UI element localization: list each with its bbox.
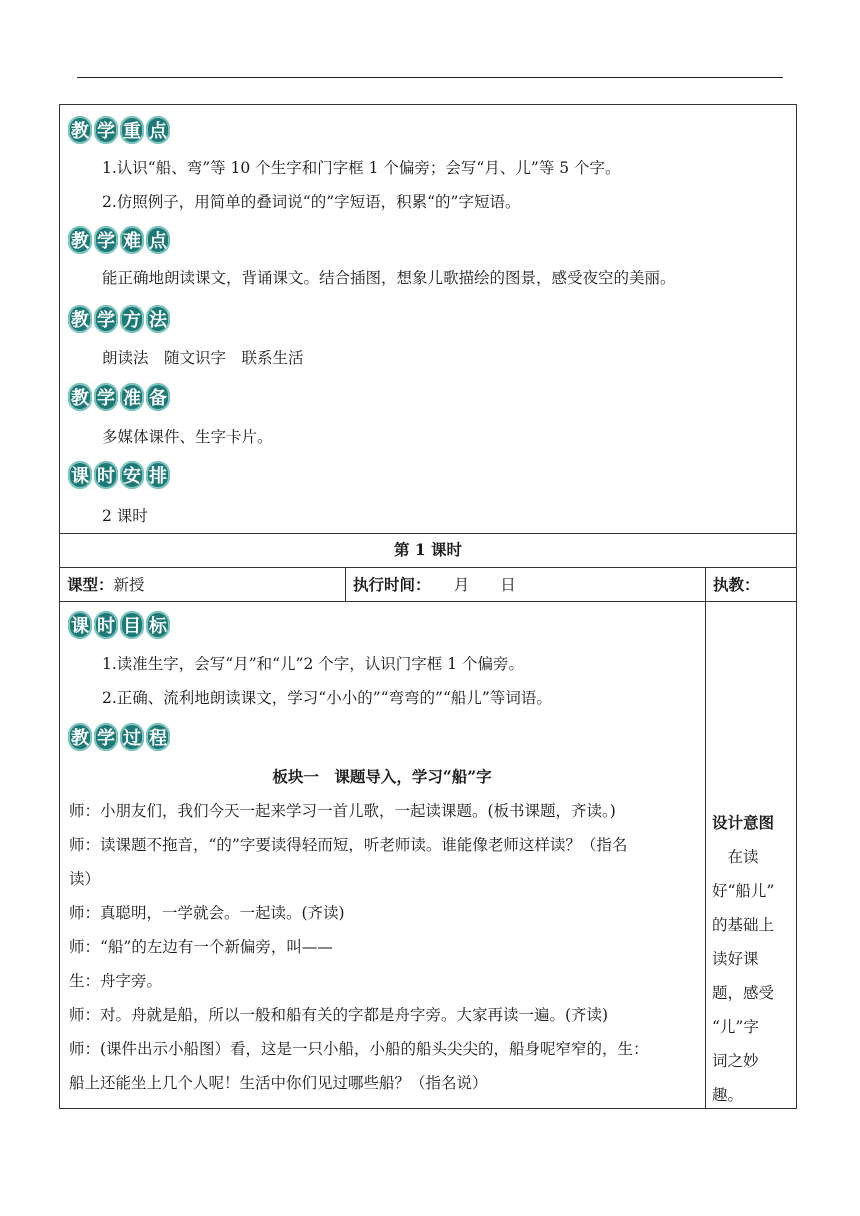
process-line: 船上还能坐上几个人呢！生活中你们见过哪些船？（指名说） — [69, 1074, 488, 1092]
table-border — [59, 104, 797, 1109]
row-divider — [59, 601, 797, 602]
header-rule — [77, 77, 783, 78]
block-title: 板块一 课题导入，学习“船”字 — [272, 767, 492, 786]
process-line: 师：“船”的左边有一个新偏旁，叫—— — [69, 938, 333, 956]
difficulty-line-1: 能正确地朗读课文，背诵课文。结合插图，想象儿歌描绘的图景，感受夜空的美丽。 — [102, 269, 676, 287]
teaching-focus-badge: 教 学 重 点 — [68, 116, 170, 144]
lesson-goals-badge: 课 时 目 标 — [68, 611, 170, 639]
design-intent-column — [712, 806, 792, 1112]
goals-line-2: 2.正确、流利地朗读课文，学习“小小的”“弯弯的”“船儿”等词语。 — [102, 689, 552, 707]
focus-line-1: 1.认识“船、弯”等 10 个生字和门字框 1 个偏旁；会写“月、儿”等 5 个字。 — [102, 159, 621, 177]
process-line: 师：小朋友们，我们今天一起来学习一首儿歌，一起读课题。(板书课题，齐读。) — [69, 802, 616, 820]
design-intent-line: 好“船儿” — [712, 882, 775, 900]
design-intent-line: 词之妙 — [712, 1052, 759, 1070]
teaching-method-badge: 教 学 方 法 — [68, 305, 170, 333]
prep-line-1: 多媒体课件、生字卡片。 — [102, 428, 273, 446]
design-intent-title: 设计意图 — [712, 813, 775, 832]
design-intent-line: 读好课 — [712, 950, 759, 968]
row-divider — [59, 567, 797, 568]
teaching-process-badge: 教 学 过 程 — [68, 723, 170, 751]
process-line: 师：对。舟就是船，所以一般和船有关的字都是舟字旁。大家再读一遍。(齐读) — [69, 1006, 609, 1024]
teaching-prep-badge: 教 学 准 备 — [68, 383, 170, 411]
design-intent-line: 的基础上 — [712, 916, 775, 934]
process-line: 师：真聪明，一学就会。一起读。(齐读) — [69, 904, 345, 922]
col-divider — [345, 567, 346, 601]
design-intent-line: 在读 — [712, 848, 759, 866]
process-line: 师：读课题不拖音，“的”字要读得轻而短，听老师读。谁能像老师这样读？（指名 — [69, 836, 628, 854]
method-line-1: 朗读法 随文识字 联系生活 — [102, 349, 304, 367]
goals-line-1: 1.读准生字，会写“月”和“儿”2 个字，认识门字框 1 个偏旁。 — [102, 655, 524, 673]
teacher-label: 执教： — [713, 575, 760, 594]
process-line: 读） — [69, 870, 101, 888]
col-divider — [705, 567, 706, 1109]
row-divider — [59, 533, 797, 534]
lesson-plan-table — [59, 104, 797, 1109]
lesson-schedule-badge: 课 时 安 排 — [68, 461, 170, 489]
lesson-number-heading: 第 1 课时 — [393, 540, 463, 559]
process-line: 生：舟字旁。 — [69, 972, 163, 990]
design-intent-line: 趣。 — [712, 1086, 744, 1104]
lesson-type: 课型：新授 — [67, 575, 145, 594]
focus-line-2: 2.仿照例子，用简单的叠词说“的”字短语，积累“的”字短语。 — [102, 193, 521, 211]
schedule-line-1: 2 课时 — [102, 507, 148, 525]
design-intent-line: 题，感受 — [712, 984, 775, 1002]
teaching-difficulty-badge: 教 学 难 点 — [68, 226, 170, 254]
process-line: 师：(课件出示小船图）看，这是一只小船，小船的船头尖尖的，船身呢窄窄的，生： — [69, 1040, 649, 1058]
execution-time: 执行时间： 月 日 — [353, 575, 516, 594]
design-intent-line: “儿”字 — [712, 1018, 759, 1036]
